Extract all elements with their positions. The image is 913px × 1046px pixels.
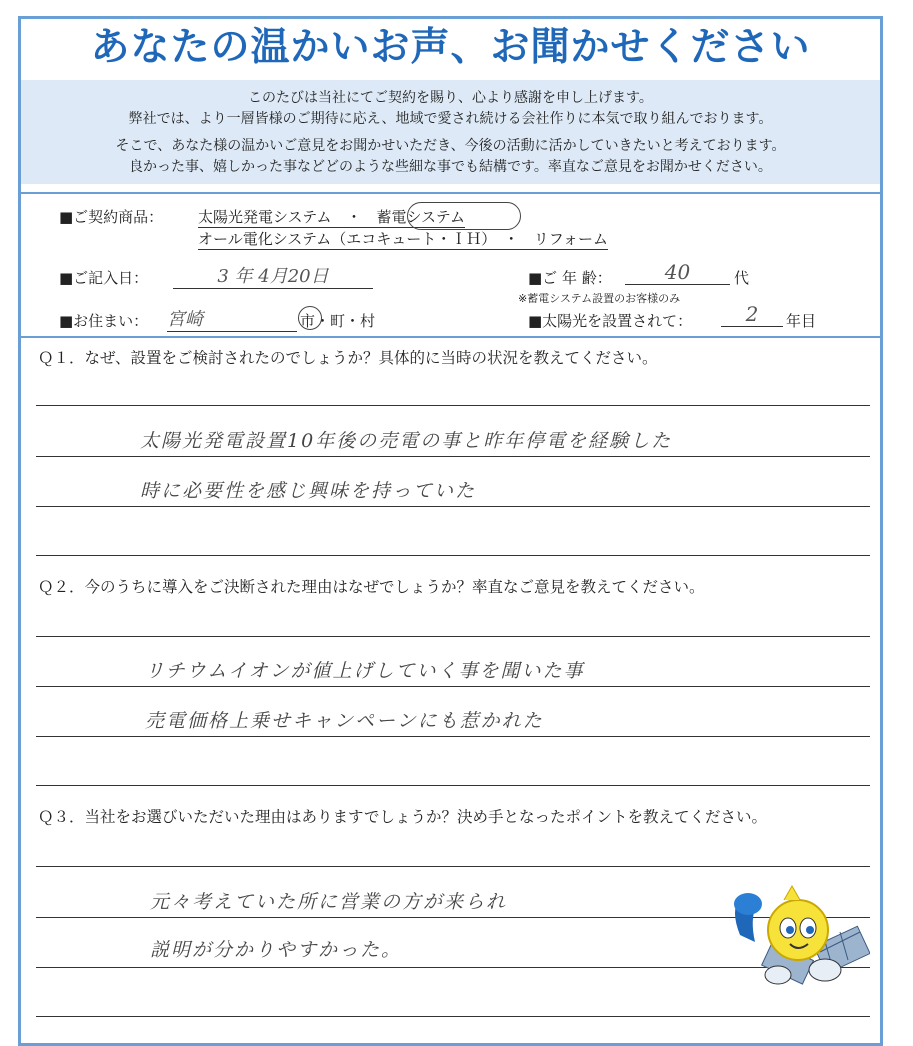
intro-line: 良かった事、嬉しかった事などどのような些細な事でも結構です。率直なご意見をお聞かせください。 <box>129 159 772 175</box>
selected-circle <box>298 306 322 330</box>
contract-info <box>21 192 880 338</box>
answer-3-line-1: 元々考えていた所に営業の方が来られ <box>150 891 508 913</box>
answer-1-line-2: 時に必要性を感じ興味を持っていた <box>140 480 477 502</box>
address-value: 宮崎 <box>167 305 297 332</box>
answer-line <box>36 1016 870 1017</box>
answer-line <box>36 405 870 406</box>
product-line2: オール電化システム（エコキュート・ＩＨ） ・ リフォーム <box>198 230 608 248</box>
question-3: Ｑ３．当社をお選びいただいた理由はありますでしょうか？決め手となったポイントを教えてください。 <box>38 808 767 826</box>
answer-line <box>36 506 870 507</box>
intro-line: このたびは当社にてご契約を賜り、心より感謝を申し上げます。 <box>248 90 653 106</box>
question-2: Ｑ２．今のうちに導入をご決断された理由はなぜでしょうか？率直なご意見を教えてください。 <box>38 578 705 596</box>
question-1: Ｑ１．なぜ、設置をご検討されたのでしょうか？具体的に当時の状況を教えてください。 <box>38 349 658 367</box>
answer-1-line-1: 太陽光発電設置10年後の売電の事と昨年停電を経験した <box>140 430 673 452</box>
answer-line <box>36 785 870 786</box>
answer-line <box>36 736 870 737</box>
intro-line: 弊社では、より一層皆様のご期待に応え、地域で愛され続ける会社作りに本気で取り組んでおります。 <box>128 111 773 127</box>
answer-3-line-2: 説明が分かりやすかった。 <box>150 939 403 961</box>
intro-box <box>21 80 880 184</box>
solar-unit: 年目 <box>786 312 817 330</box>
answer-line <box>36 686 870 687</box>
answer-2-line-1: リチウムイオンが値上げしていく事を聞いた事 <box>145 660 585 682</box>
product-line1: 太陽光発電システム ・ 蓄電システム <box>198 208 466 226</box>
date-value: 3 年 4月20日 <box>173 262 373 289</box>
age-label: ■ご 年 齢： <box>528 269 612 287</box>
answer-2-line-2: 売電価格上乗せキャンペーンにも惹かれた <box>145 710 544 732</box>
product-label: ■ご契約商品： <box>59 208 164 226</box>
answer-line <box>36 866 870 867</box>
solar-label: ■太陽光を設置されて： <box>528 312 693 330</box>
mascot-sun-character-icon <box>720 880 870 995</box>
age-unit: 代 <box>734 269 750 287</box>
selected-circle <box>407 202 521 230</box>
answer-line <box>36 456 870 457</box>
answer-line <box>36 636 870 637</box>
battery-note: ※蓄電システム設置のお客様のみ <box>518 292 681 305</box>
age-value: 40 <box>625 260 730 285</box>
address-suffix: 市・町・村 <box>300 312 376 330</box>
page-title: あなたの温かいお声、お聞かせください <box>90 25 811 70</box>
address-label: ■お住まい： <box>59 312 149 330</box>
solar-value: 2 <box>721 302 783 327</box>
answer-line <box>36 555 870 556</box>
date-label: ■ご記入日： <box>59 269 149 287</box>
intro-line: そこで、あなた様の温かいご意見をお聞かせいただき、今後の活動に活かしていきたいと考えております。 <box>115 138 786 154</box>
